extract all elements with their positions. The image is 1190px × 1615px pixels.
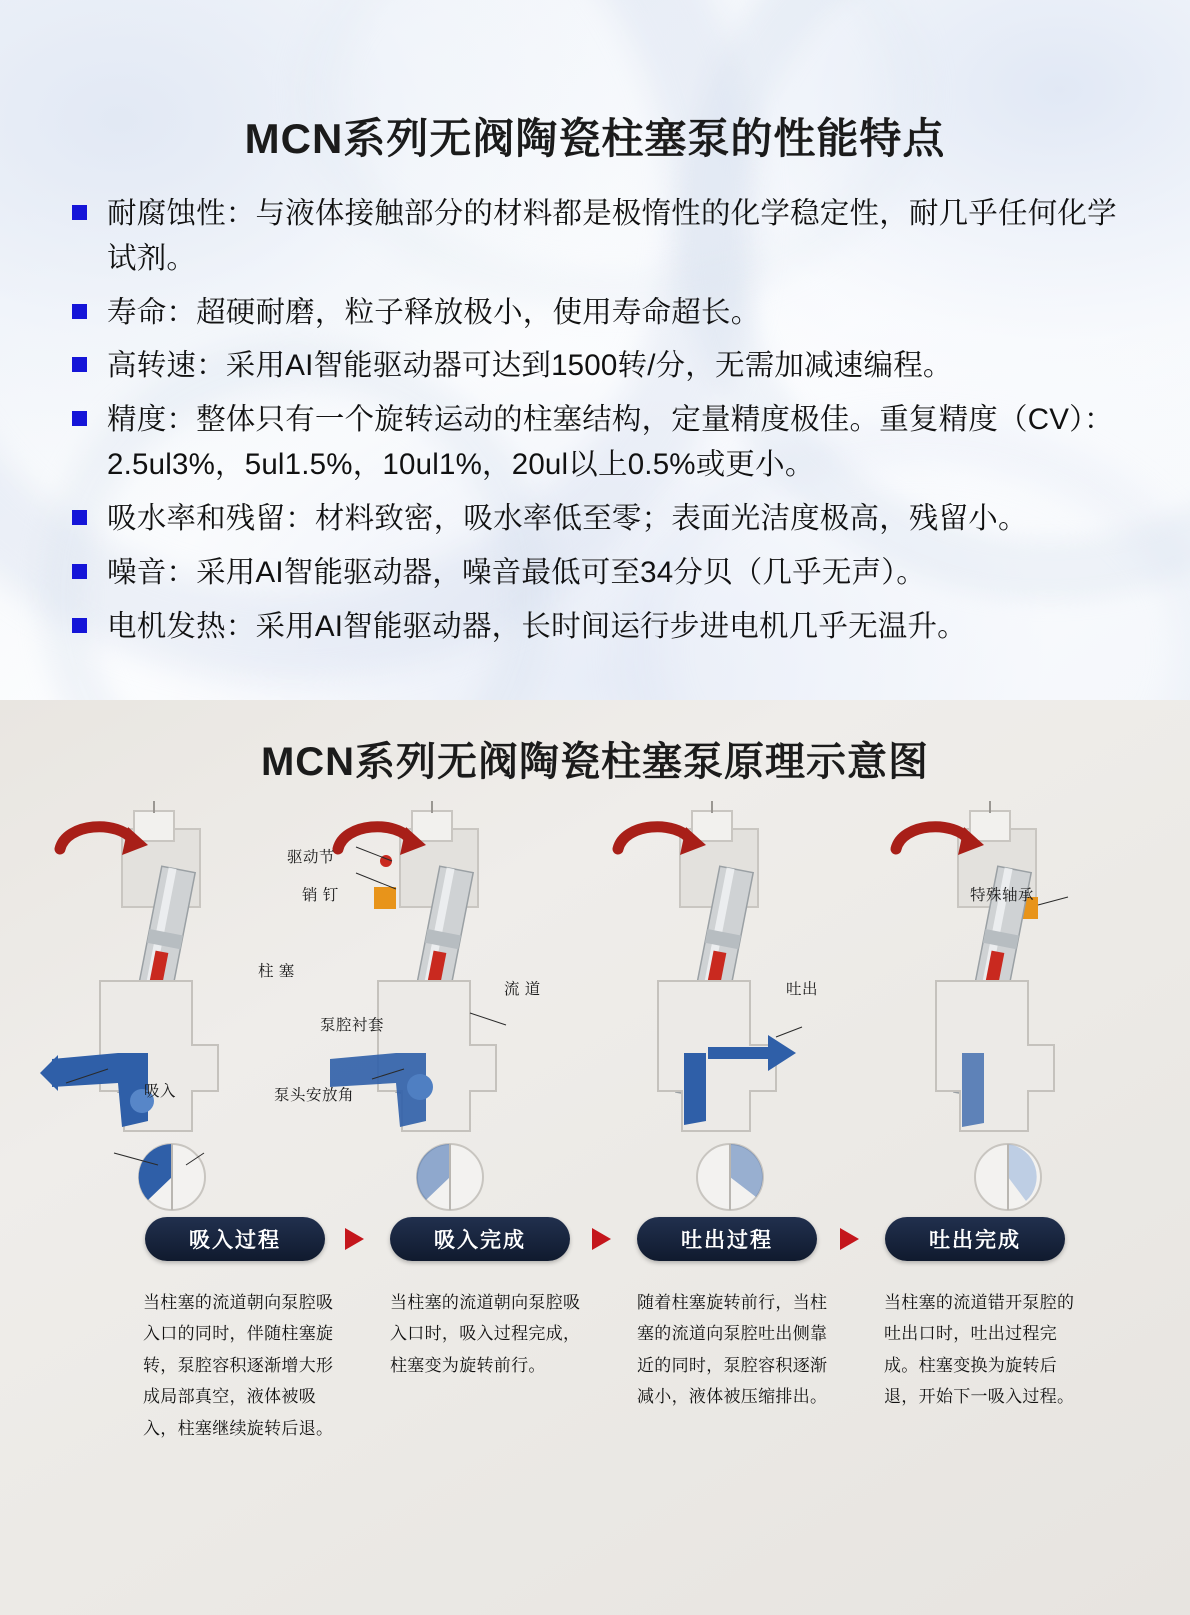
label-discharge: 吐出: [786, 981, 819, 998]
pump-svg-4: [858, 801, 1128, 1211]
pump-svg-2: [300, 801, 570, 1211]
stage-description-3: 随着柱塞旋转前行，当柱塞的流道向泵腔吐出侧靠近的同时，泵腔容积逐渐减小，液体被压缩排出。: [637, 1293, 828, 1407]
stage-strip: [0, 1217, 1190, 1273]
feature-text: 电机发热：采用AI智能驱动器，长时间运行步进电机几乎无温升。: [107, 609, 967, 643]
square-bullet-icon: [72, 205, 87, 220]
pump-svg-1: [22, 801, 292, 1211]
pump-svg-3: [580, 801, 850, 1211]
feature-text: 噪音：采用AI智能驱动器，噪音最低可至34分贝（几乎无声）。: [107, 555, 926, 589]
label-pump-head-angle: 泵头安放角: [274, 1087, 355, 1104]
label-chamber-liner: 泵腔衬套: [320, 1017, 385, 1034]
stage-description-4: 当柱塞的流道错开泵腔的吐出口时，吐出过程完成。柱塞变换为旋转后退，开始下一吸入过程。: [884, 1293, 1075, 1407]
stage-badge-1[interactable]: 吸入过程: [145, 1217, 325, 1261]
feature-text: 耐腐蚀性：与液体接触部分的材料都是极惰性的化学稳定性，耐几乎任何化学试剂。: [107, 197, 1117, 275]
stage-descriptions: [0, 1287, 1190, 1497]
features-title: MCN系列无阀陶瓷柱塞泵的性能特点: [244, 115, 946, 162]
stage-badge-2[interactable]: 吸入完成: [390, 1217, 570, 1261]
stage-description-2: 当柱塞的流道朝向泵腔吸入口时，吸入过程完成，柱塞变为旋转前行。: [390, 1293, 581, 1375]
square-bullet-icon: [72, 411, 87, 426]
pump-stage-illustration-4: [858, 801, 1128, 1211]
list-item: [72, 291, 1128, 336]
list-item: [72, 344, 1128, 389]
stage-description-1: 当柱塞的流道朝向泵腔吸入口的同时，伴随柱塞旋转，泵腔容积逐渐增大形成局部真空，液体被吸入，柱塞继续旋转后退。: [143, 1293, 334, 1438]
feature-text: 吸水率和残留：材料致密，吸水率低至零；表面光洁度极高，残留小。: [107, 501, 1028, 535]
list-item: [72, 497, 1128, 542]
principle-section: [0, 700, 1190, 1615]
pump-stage-illustration-2: [300, 801, 570, 1211]
principle-title: MCN系列无阀陶瓷柱塞泵原理示意图: [260, 740, 930, 784]
features-list: [44, 192, 1146, 649]
pump-stage-illustration-3: [580, 801, 850, 1211]
list-item: [72, 398, 1128, 488]
square-bullet-icon: [72, 357, 87, 372]
feature-text: 高转速：采用AI智能驱动器可达到1500转/分，无需加减速编程。: [107, 349, 953, 383]
stage-arrow-icon-3: [840, 1228, 859, 1250]
label-pin: 销 钉: [302, 887, 339, 904]
list-item: [72, 192, 1128, 282]
label-drive-joint: 驱动节: [287, 849, 336, 866]
stage-badge-3[interactable]: 吐出过程: [637, 1217, 817, 1261]
square-bullet-icon: [72, 304, 87, 319]
stage-arrow-icon-1: [345, 1228, 364, 1250]
square-bullet-icon: [72, 564, 87, 579]
features-section: [0, 0, 1190, 700]
label-special-bearing: 特殊轴承: [970, 887, 1035, 904]
square-bullet-icon: [72, 510, 87, 525]
pump-stage-illustration-1: [22, 801, 292, 1211]
label-flow-channel: 流 道: [504, 981, 541, 998]
feature-text: 寿命：超硬耐磨，粒子释放极小，使用寿命超长。: [107, 295, 761, 329]
pump-diagram: [0, 801, 1190, 1211]
label-plunger: 柱 塞: [258, 963, 295, 980]
feature-text: 精度：整体只有一个旋转运动的柱塞结构，定量精度极佳。重复精度（CV）：2.5ul3%，5ul1.5%，10ul1%，20ul以上0.5%或更小。: [107, 403, 1114, 482]
square-bullet-icon: [72, 618, 87, 633]
list-item: [72, 551, 1128, 596]
stage-badge-4[interactable]: 吐出完成: [885, 1217, 1065, 1261]
stage-arrow-icon-2: [592, 1228, 611, 1250]
label-suction: 吸入: [144, 1083, 177, 1100]
list-item: [72, 605, 1128, 650]
